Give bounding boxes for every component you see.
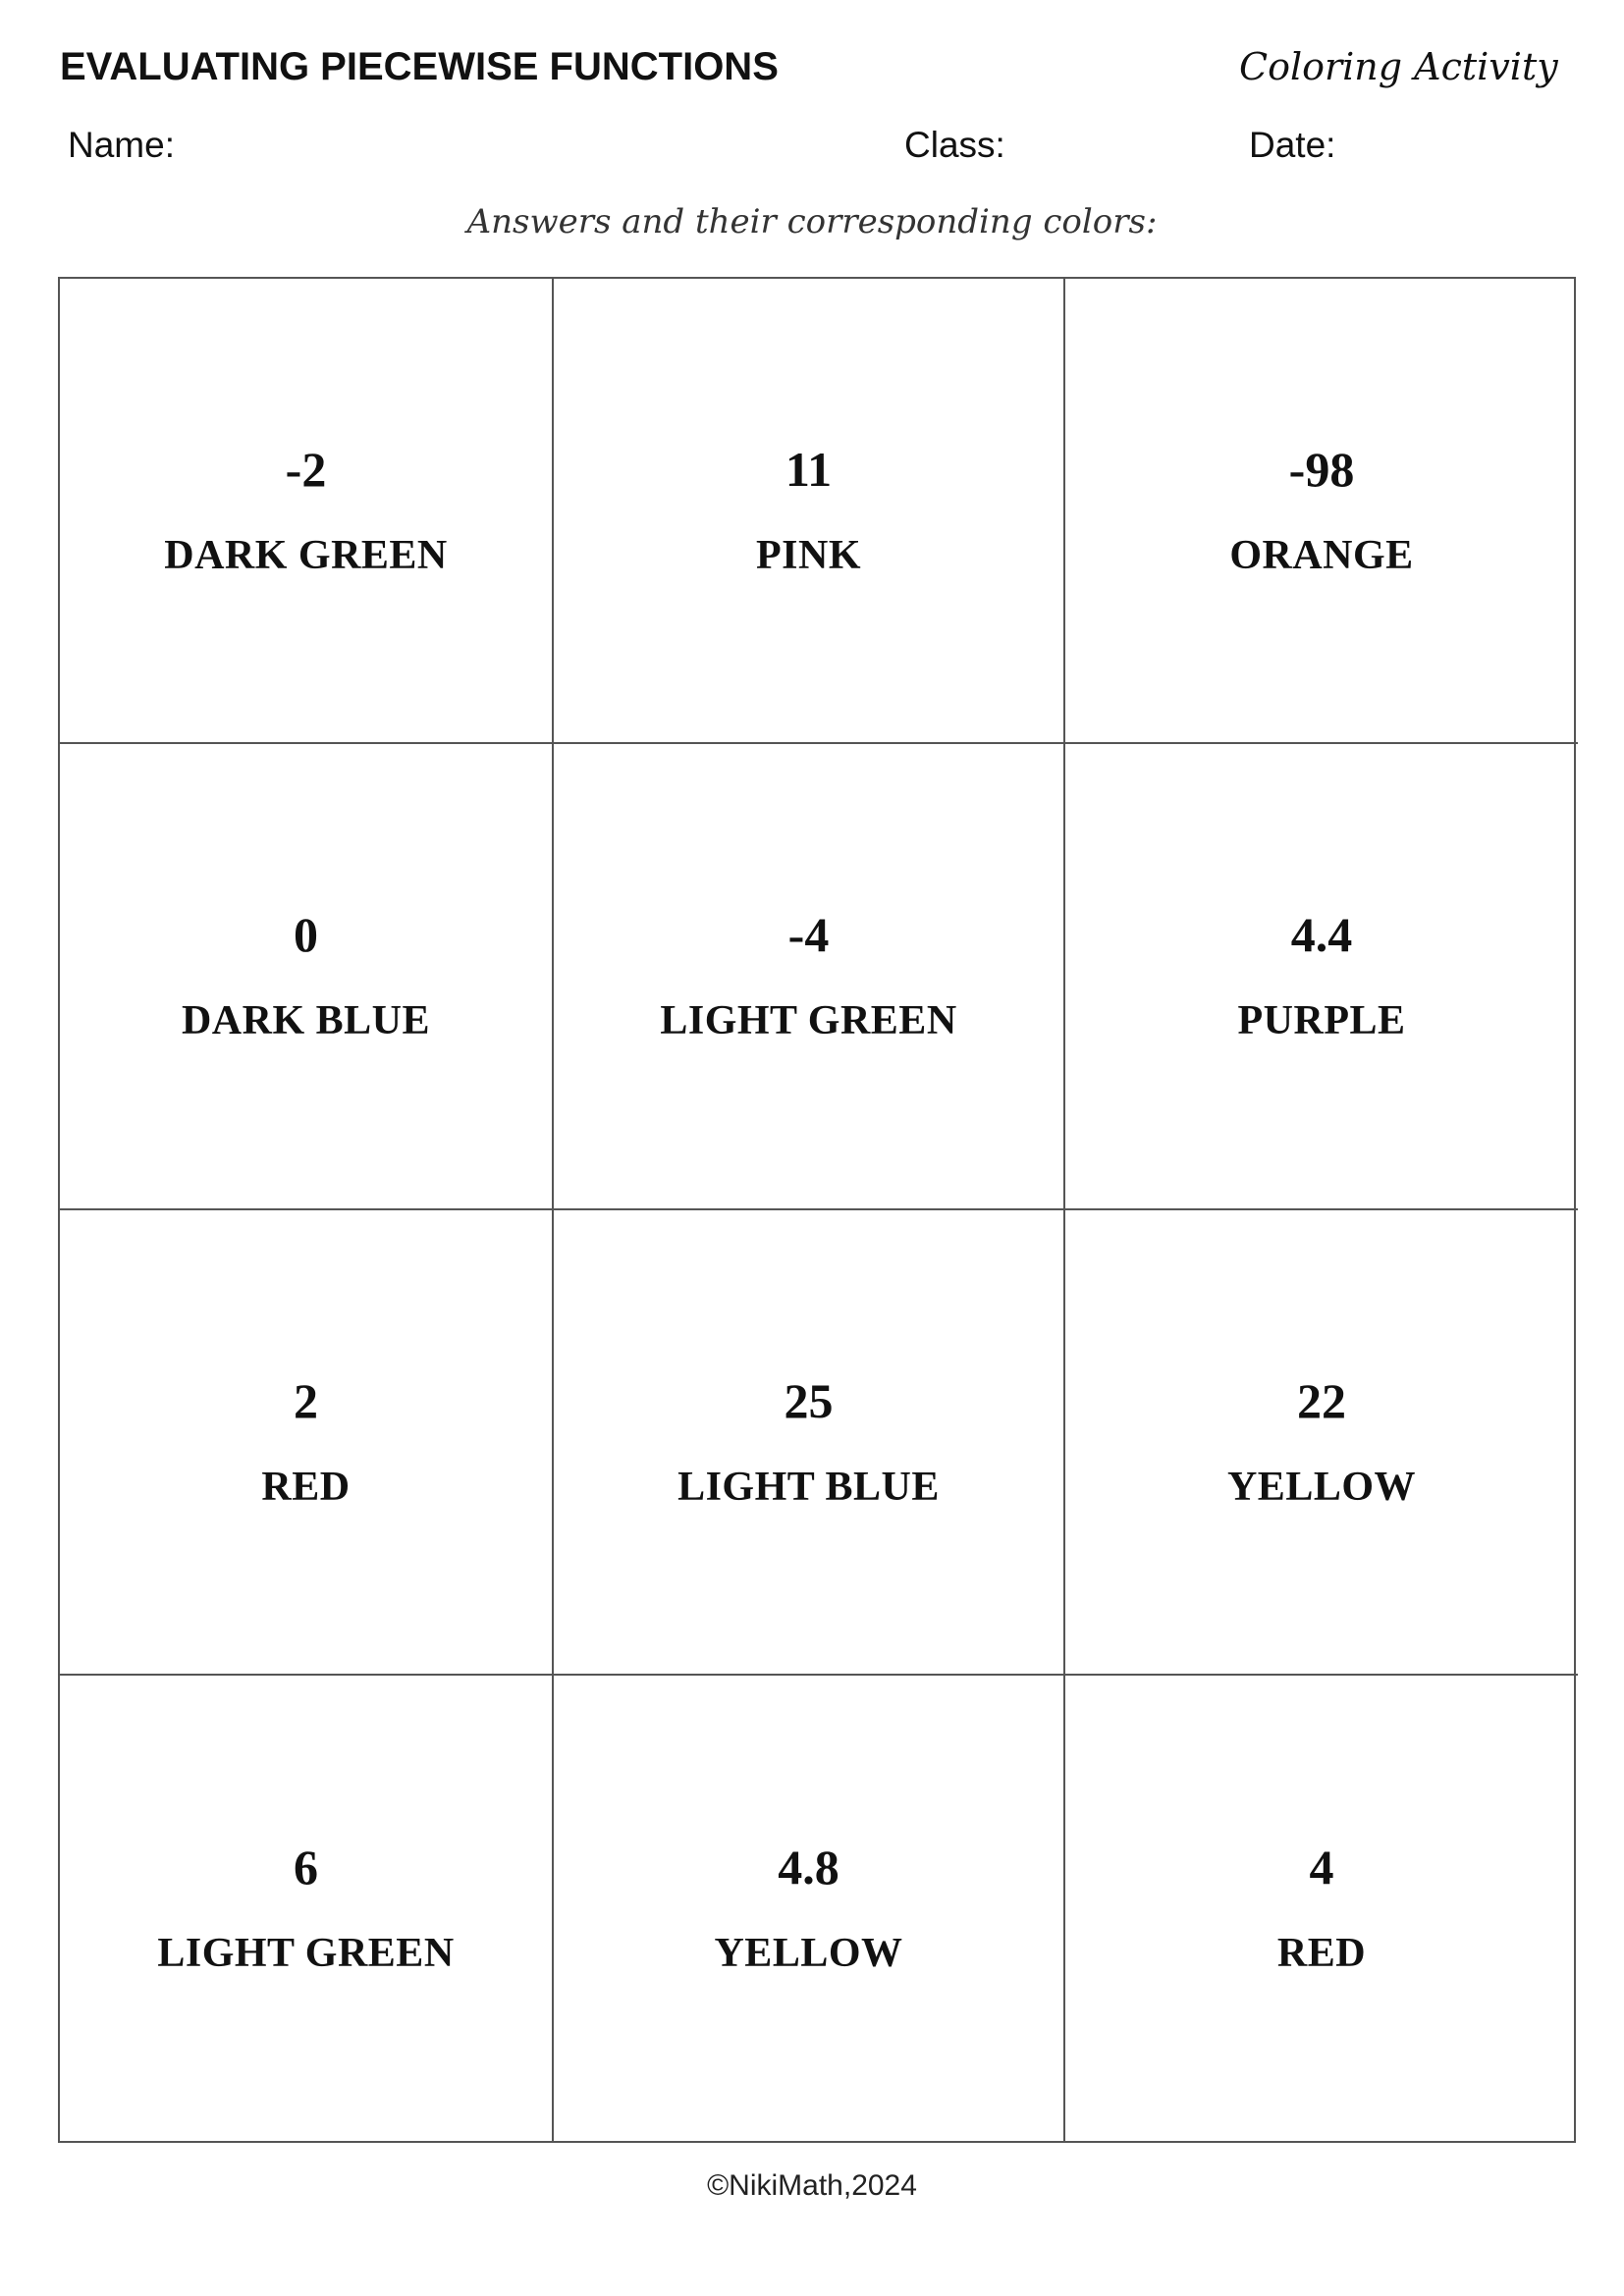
answers-subtitle: Answers and their corresponding colors: bbox=[466, 202, 1158, 241]
answer-value: -4 bbox=[787, 907, 830, 963]
answer-cell bbox=[60, 1210, 554, 1676]
activity-label: Coloring Activity bbox=[1239, 45, 1558, 88]
answer-color-grid bbox=[58, 277, 1576, 2143]
answer-color: ORANGE bbox=[1229, 533, 1414, 579]
answer-value: 2 bbox=[294, 1372, 318, 1428]
answer-cell bbox=[1065, 1210, 1578, 1676]
answer-color: RED bbox=[261, 1464, 351, 1510]
answer-color: PINK bbox=[756, 533, 861, 579]
worksheet-title: EVALUATING PIECEWISE FUNCTIONS bbox=[60, 45, 779, 88]
answer-value: 6 bbox=[294, 1839, 318, 1895]
answer-value: 25 bbox=[784, 1372, 834, 1428]
answer-value: 4.4 bbox=[1290, 907, 1353, 963]
answer-value: 4.8 bbox=[778, 1839, 839, 1895]
answer-value: 11 bbox=[785, 442, 833, 498]
answer-color: RED bbox=[1276, 1930, 1367, 1976]
answer-cell bbox=[1065, 279, 1578, 744]
answer-cell bbox=[1065, 1676, 1578, 2141]
answer-value: -98 bbox=[1288, 442, 1355, 498]
answer-cell bbox=[554, 1676, 1065, 2141]
copyright-footer: ©NikiMath,2024 bbox=[707, 2169, 917, 2202]
answer-value: -2 bbox=[285, 442, 327, 498]
answer-cell bbox=[60, 744, 554, 1209]
answer-color: YELLOW bbox=[714, 1930, 903, 1976]
answer-color: DARK BLUE bbox=[181, 998, 431, 1044]
answer-color: DARK GREEN bbox=[164, 533, 448, 579]
answer-value: 22 bbox=[1297, 1372, 1346, 1428]
answer-cell bbox=[554, 744, 1065, 1209]
answer-cell bbox=[554, 1210, 1065, 1676]
answer-color: PURPLE bbox=[1237, 998, 1406, 1044]
answer-color: YELLOW bbox=[1226, 1464, 1417, 1510]
answer-cell bbox=[60, 1676, 554, 2141]
answer-value: 0 bbox=[294, 907, 318, 963]
answer-color: LIGHT GREEN bbox=[660, 998, 957, 1044]
date-label: Date: bbox=[1249, 125, 1336, 165]
answer-cell bbox=[1065, 744, 1578, 1209]
answer-cell bbox=[554, 279, 1065, 744]
answer-cell bbox=[60, 279, 554, 744]
name-label: Name: bbox=[68, 125, 175, 165]
answer-color: LIGHT GREEN bbox=[157, 1930, 455, 1976]
answer-value: 4 bbox=[1309, 1839, 1334, 1895]
answer-color: LIGHT BLUE bbox=[677, 1464, 940, 1510]
class-label: Class: bbox=[904, 125, 1005, 165]
